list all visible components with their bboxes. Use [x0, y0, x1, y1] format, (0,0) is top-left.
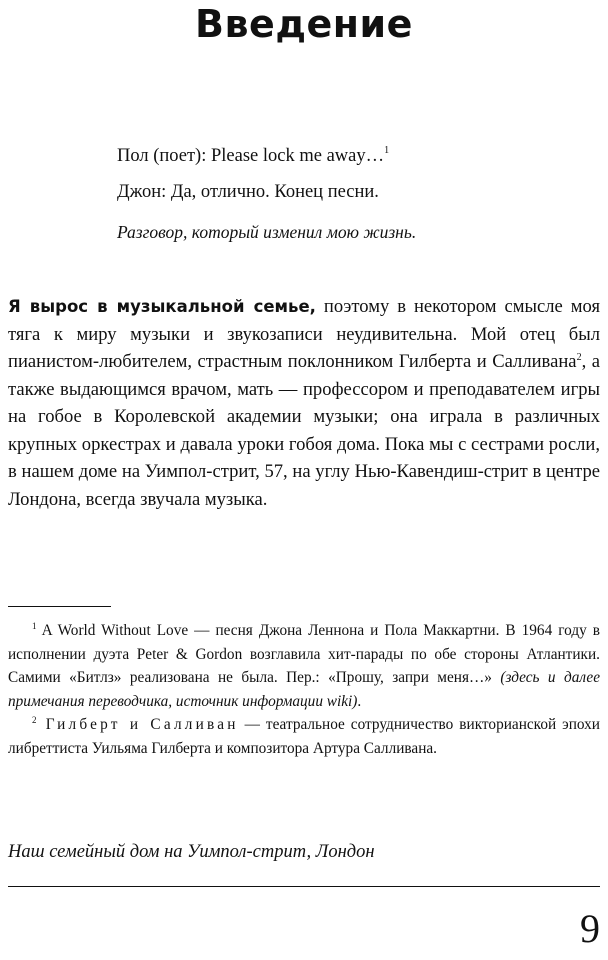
photo-caption: Наш семейный дом на Уимпол-стрит, Лондон: [8, 842, 375, 862]
body-paragraph: [8, 293, 600, 513]
footnotes: [8, 619, 600, 760]
footnote-2-names: Гилберт и Салливан: [36, 716, 239, 733]
epigraph-line-1: [117, 133, 577, 174]
chapter-title: Введение: [195, 2, 413, 46]
footnote-ref-2: 2: [576, 352, 582, 363]
footnote-ref-1: 1: [384, 145, 390, 156]
epigraph-line-1-text: Пол (поет): Please lock me away…: [117, 146, 385, 166]
footnote-1-number: 1: [32, 621, 37, 631]
footnote-1: [8, 619, 600, 713]
footnote-2: [8, 713, 600, 760]
epigraph: [117, 133, 577, 250]
body-lead: Я вырос в музыкальной семье,: [8, 297, 316, 316]
body-text-part-1: поэтому в некотором смысле моя тяга к миру музыки и звукозаписи неудивительна. Мой отец был пианистом-любителем, страстным поклонником Гилберта и Салливана: [8, 296, 600, 372]
footnote-divider: [8, 606, 111, 607]
epigraph-line-2: Джон: Да, отлично. Конец песни.: [117, 182, 379, 202]
epigraph-caption: Разговор, который изменил мою жизнь.: [117, 222, 417, 242]
body-text-part-2: , а также выдающимся врачом, мать — профессором и преподавателем игры на гобое в Королевской академии музыки; она играла в различных крупных оркестрах и давала уроки гобоя дома. Пока мы с сестрами росли, в нашем доме на Уимпол-стрит, 57, на углу Нью-Кавендиш-стрит в центре Лондона, всегда звучала музыка.: [8, 351, 600, 510]
footnote-1-text: A World Without Love — песня Джона Леннона и Пола Маккартни. В 1964 году в исполнении дуэта Peter & Gordon возглавила хит-парады по обе стороны Атлантики. Самими «Битлз» реализована не была. Пер.: «Прошу, запри меня…»: [8, 622, 600, 686]
footnote-2-text: — театральное сотрудничество викторианской эпохи либреттиста Уильяма Гилберта и композитора Артура Салливана.: [8, 716, 600, 757]
footnote-1-end: .: [357, 692, 362, 710]
footnote-2-number: 2: [32, 715, 37, 725]
page-number: 9: [580, 906, 600, 951]
bottom-divider: [8, 886, 600, 887]
footnote-1-note: (здесь и далее примечания переводчика, источник информации wiki): [8, 669, 600, 710]
